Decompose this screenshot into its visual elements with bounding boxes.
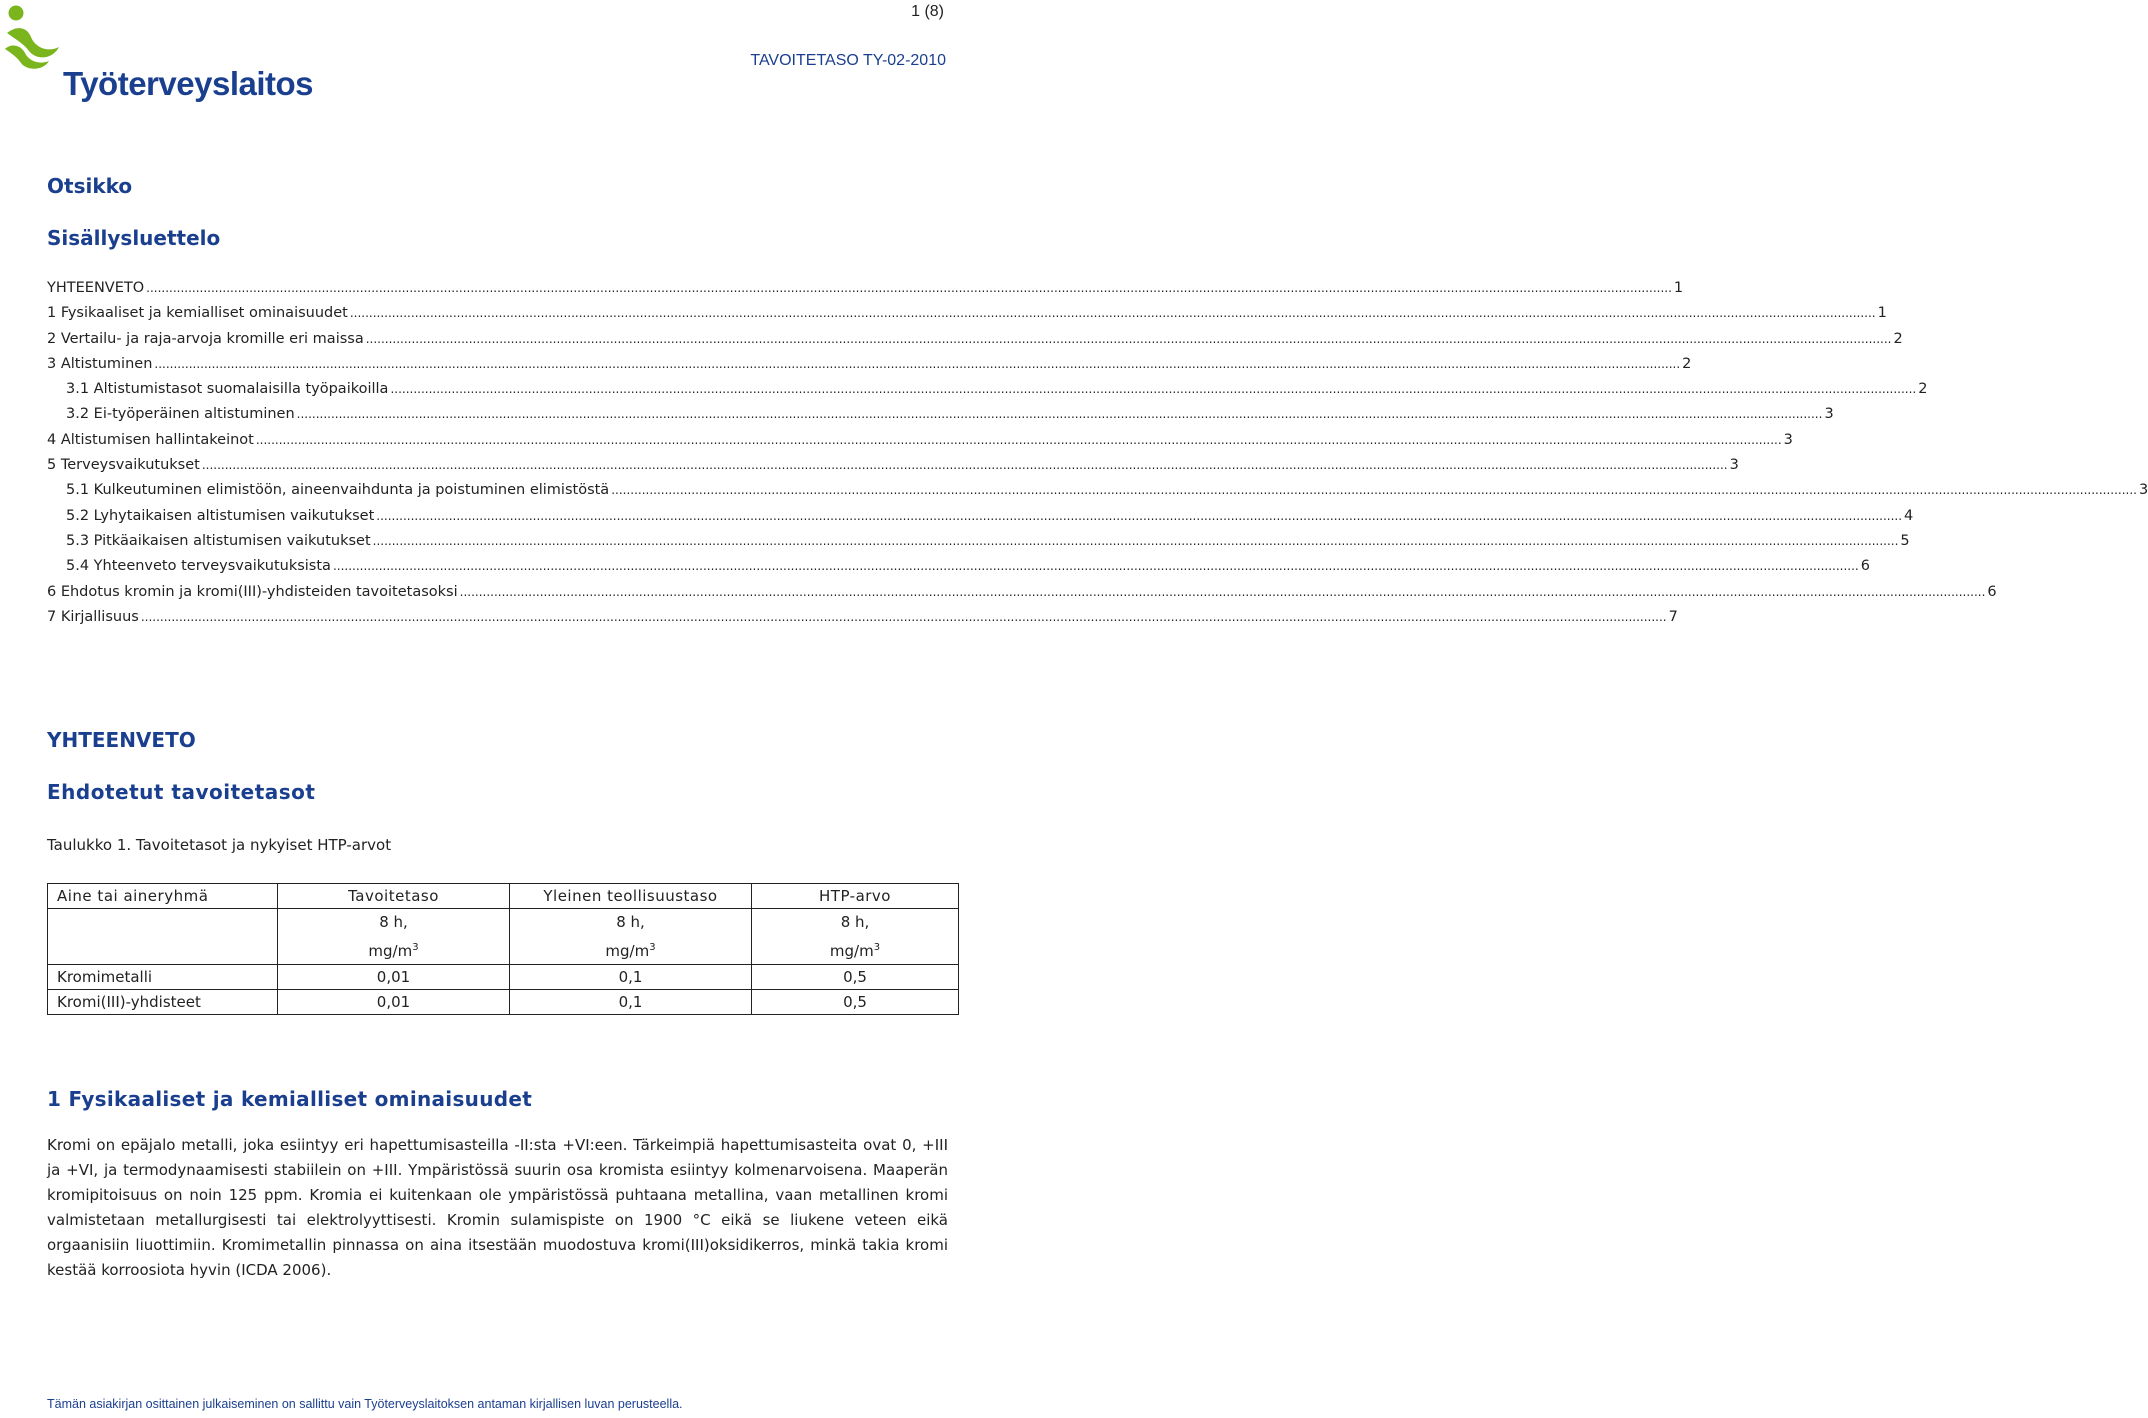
- toc-entry-page: 3: [2138, 482, 2148, 499]
- toc-entry-title: 3.1 Altistumistasot suomalaisilla työpaikoilla: [66, 381, 389, 398]
- table-row: [48, 990, 959, 1015]
- toc-entry[interactable]: [47, 457, 1739, 482]
- toc-leader-dots: ................................................................................................................................................................................................................................................................................................................................................................................................................: [372, 533, 1899, 548]
- toc-entry-title: 5 Terveysvaikutukset: [47, 457, 200, 474]
- substance-cell: Kromimetalli: [48, 965, 278, 990]
- toc-leader-dots: ................................................................................................................................................................................................................................................................................................................................................................................................................: [376, 508, 1903, 523]
- toc-entry[interactable]: [47, 330, 1903, 356]
- page-number: 1 (8): [911, 3, 944, 20]
- toc-leader-dots: ................................................................................................................................................................................................................................................................................................................................................................................................................: [349, 306, 1876, 321]
- toc-leader-dots: ................................................................................................................................................................................................................................................................................................................................................................................................................: [255, 432, 1782, 447]
- toc-entry-page: 3: [1783, 431, 1793, 448]
- toc-entry-page: 6: [1860, 558, 1870, 575]
- value-cell: 0,01: [278, 990, 510, 1015]
- value-cell: 0,5: [752, 990, 959, 1015]
- value-cell: 0,5: [752, 965, 959, 990]
- toc-entry-title: 5.1 Kulkeutuminen elimistöön, aineenvaihdunta ja poistuminen elimistöstä: [66, 482, 610, 499]
- toc-entry[interactable]: [47, 305, 1887, 330]
- toc-heading: Sisällysluettelo: [47, 226, 221, 250]
- value-cell: 0,1: [510, 965, 752, 990]
- toc-entry-title: 5.4 Yhteenveto terveysvaikutuksista: [66, 558, 331, 575]
- toc-entry[interactable]: [47, 482, 2148, 507]
- toc-leader-dots: ................................................................................................................................................................................................................................................................................................................................................................................................................: [296, 407, 1823, 422]
- toc-entry-page: 2: [1682, 355, 1692, 372]
- toc-entry[interactable]: [47, 406, 1834, 431]
- toc-entry-title: 2 Vertailu- ja raja-arvoja kromille eri maissa: [47, 330, 364, 347]
- logo-wordmark: Työterveyslaitos: [63, 65, 314, 102]
- toc-entry-title: 1 Fysikaaliset ja kemialliset ominaisuudet: [47, 305, 348, 322]
- units-cell-empty: [48, 909, 278, 965]
- toc-entry-title: 6 Ehdotus kromin ja kromi(III)-yhdisteiden tavoitetasoksi: [47, 583, 458, 600]
- table-row: [48, 965, 959, 990]
- toc-entry-page: 3: [1824, 406, 1834, 423]
- footer-notice: Tämän asiakirjan osittainen julkaiseminen on sallittu vain Työterveyslaitoksen antaman kirjallisen luvan perusteella.: [47, 1397, 683, 1411]
- leaf-logo-icon: [3, 3, 63, 73]
- body-paragraph: Kromi on epäjalo metalli, joka esiintyy eri hapettumisasteilla -II:sta +VI:een. Tärkeimpiä hapettumisasteita ovat 0, +III ja +VI, ja termodynaamisesti stabiilein on +III. Ympäristössä suurin osa kromista esiintyy kolmenarvoisena. Maaperän kromipitoisuus on noin 125 ppm. Kromia ei kuitenkaan ole ympäristössä puhtaana metallina, vaan metallinen kromi valmistetaan metallurgisesti tai elektrolyyttisesti. Kromin sulamispiste on 1900 °C eikä se liukene veteen eikä orgaanisiin liuottimiin. Kromimetallin pinnassa on aina itsestään muodostuva kromi(III)oksidikerros, minkä takia kromi kestää korroosiota hyvin (ICDA 2006).: [47, 1136, 948, 1279]
- toc-entry-title: 3 Altistuminen: [47, 355, 153, 372]
- toc-entry-page: 4: [1904, 507, 1914, 524]
- toc-entry[interactable]: [47, 558, 1870, 583]
- header-substance: Aine tai aineryhmä: [48, 884, 278, 909]
- toc-leader-dots: ................................................................................................................................................................................................................................................................................................................................................................................................................: [611, 483, 2137, 498]
- toc-entry[interactable]: [47, 381, 1928, 406]
- toc-entry[interactable]: [47, 532, 1910, 558]
- toc-entry-page: 6: [1987, 583, 1997, 600]
- value-cell: 0,1: [510, 990, 752, 1015]
- toc-entry[interactable]: [47, 280, 1684, 305]
- table-header-row: [48, 884, 959, 909]
- toc-entry-title: YHTEENVETO: [47, 280, 145, 296]
- header-target-level: Tavoitetaso: [278, 884, 510, 909]
- toc-leader-dots: ................................................................................................................................................................................................................................................................................................................................................................................................................: [146, 281, 1672, 295]
- toc-entry-title: 5.3 Pitkäaikaisen altistumisen vaikutukset: [66, 532, 371, 549]
- header-industry-level: Yleinen teollisuustaso: [510, 884, 752, 909]
- toc-entry-title: 3.2 Ei-työperäinen altistuminen: [66, 406, 295, 423]
- toc-entry-page: 2: [1893, 330, 1903, 347]
- toc-leader-dots: ................................................................................................................................................................................................................................................................................................................................................................................................................: [201, 458, 1728, 473]
- toc-entry[interactable]: [47, 583, 1997, 609]
- units-cell: 8 h, $mg/m^3$: [278, 909, 510, 965]
- document-title: Otsikko: [47, 174, 133, 198]
- toc-entry[interactable]: [47, 355, 1692, 381]
- units-row: [48, 909, 959, 965]
- toc-leader-dots: ................................................................................................................................................................................................................................................................................................................................................................................................................: [332, 559, 1859, 574]
- toc-entry-title: 4 Altistumisen hallintakeinot: [47, 431, 254, 448]
- toc-entry-page: 2: [1918, 381, 1928, 398]
- table-caption: Taulukko 1. Tavoitetasot ja nykyiset HTP-arvot: [47, 836, 392, 854]
- toc-entry-page: 5: [1900, 532, 1910, 549]
- units-cell: 8 h, $mg/m^3$: [510, 909, 752, 965]
- organization-logo: [3, 3, 314, 108]
- proposed-levels-heading: Ehdotetut tavoitetasot: [47, 780, 316, 804]
- value-cell: 0,01: [278, 965, 510, 990]
- toc-entry-title: 5.2 Lyhytaikaisen altistumisen vaikutukset: [66, 507, 375, 524]
- toc-leader-dots: ................................................................................................................................................................................................................................................................................................................................................................................................................: [154, 356, 1681, 371]
- toc-entry-title: 7 Kirjallisuus: [47, 608, 139, 625]
- toc-entry-page: 3: [1729, 457, 1739, 474]
- section-1-heading: 1 Fysikaaliset ja kemialliset ominaisuudet: [47, 1087, 533, 1111]
- toc-entry-page: 7: [1668, 608, 1678, 625]
- toc-entry-page: 1: [1673, 280, 1684, 296]
- toc-leader-dots: ................................................................................................................................................................................................................................................................................................................................................................................................................: [459, 584, 1986, 599]
- toc-entry[interactable]: [47, 507, 1914, 533]
- toc-leader-dots: ................................................................................................................................................................................................................................................................................................................................................................................................................: [365, 331, 1892, 346]
- table-of-contents: [47, 280, 2148, 634]
- document-code: TAVOITETASO TY-02-2010: [750, 52, 946, 69]
- toc-entry-page: 1: [1877, 305, 1887, 322]
- toc-entry[interactable]: [47, 608, 1678, 634]
- toc-entry[interactable]: [47, 431, 1793, 457]
- toc-leader-dots: ................................................................................................................................................................................................................................................................................................................................................................................................................: [140, 609, 1667, 624]
- units-cell: 8 h, $mg/m^3$: [752, 909, 959, 965]
- substance-cell: Kromi(III)-yhdisteet: [48, 990, 278, 1015]
- summary-heading: YHTEENVETO: [47, 728, 196, 752]
- toc-leader-dots: ................................................................................................................................................................................................................................................................................................................................................................................................................: [390, 382, 1917, 397]
- target-levels-table: [47, 883, 959, 1015]
- header-htp-value: HTP-arvo: [752, 884, 959, 909]
